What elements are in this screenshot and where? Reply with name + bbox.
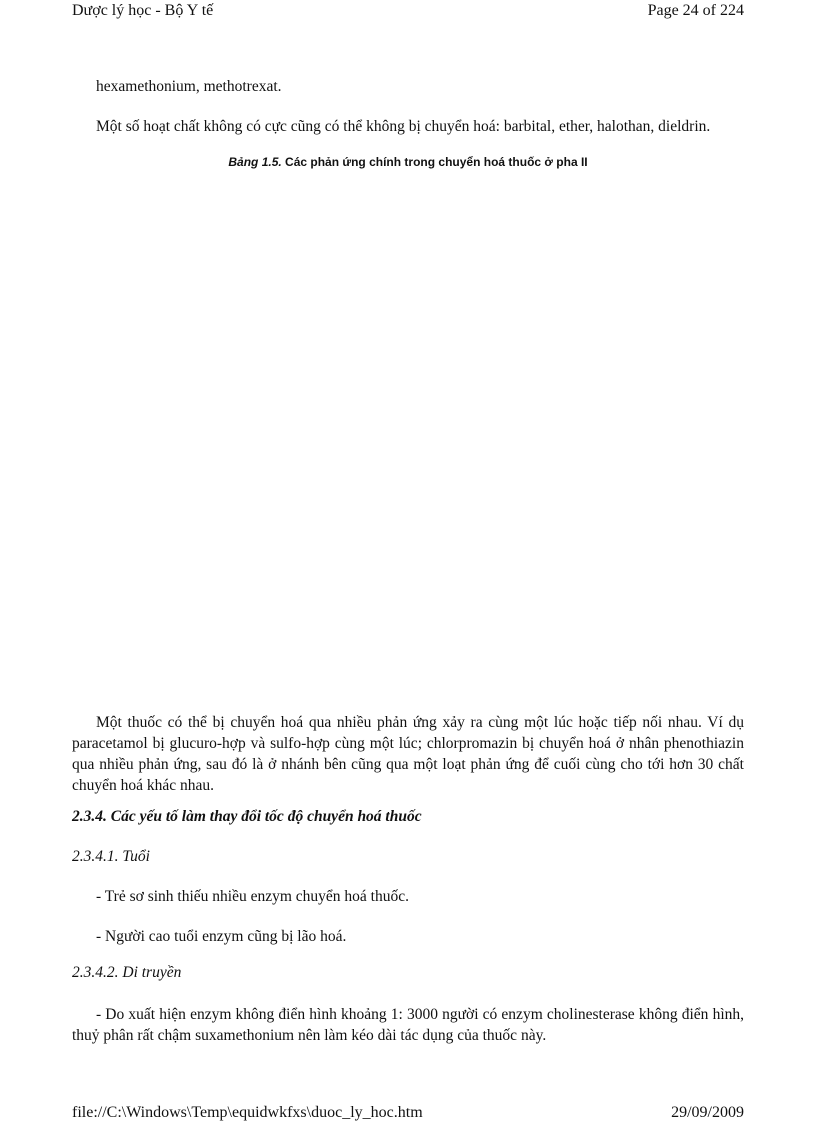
table-caption-number: Bảng 1.5. — [228, 155, 282, 169]
table-placeholder — [72, 180, 744, 700]
subsection-heading-genetics: 2.3.4.2. Di truyền — [72, 964, 182, 981]
bullet-newborn: - Trẻ sơ sinh thiếu nhiều enzym chuyển hoá thuốc. — [96, 888, 409, 905]
bullet-elderly: - Người cao tuổi enzym cũng bị lão hoá. — [96, 928, 347, 945]
table-caption — [72, 155, 744, 169]
paragraph-1: hexamethonium, methotrexat. — [96, 78, 282, 95]
paragraph-genetics: - Do xuất hiện enzym không điển hình khoảng 1: 3000 người có enzym cholinesterase không điển hình, thuỷ phân rất chậm suxamethonium nên làm kéo dài tác dụng của thuốc này. — [72, 1006, 744, 1044]
document-title: Dược lý học - Bộ Y tế — [72, 2, 214, 19]
section-heading-2-3-4: 2.3.4. Các yếu tố làm thay đổi tốc độ chuyển hoá thuốc — [72, 808, 422, 825]
file-path: file://C:\Windows\Temp\equidwkfxs\duoc_ly_hoc.htm — [72, 1104, 423, 1121]
subsection-heading-age: 2.3.4.1. Tuổi — [72, 848, 150, 865]
paragraph-2: Một số hoạt chất không có cực cũng có thể không bị chuyển hoá: barbital, ether, halothan, dieldrin. — [96, 118, 711, 135]
page-number: Page 24 of 224 — [647, 2, 744, 19]
table-caption-text: Các phản ứng chính trong chuyển hoá thuốc ở pha II — [281, 155, 588, 169]
print-date: 29/09/2009 — [671, 1104, 744, 1121]
paragraph-3: Một thuốc có thể bị chuyển hoá qua nhiều phản ứng xảy ra cùng một lúc hoặc tiếp nối nhau. Ví dụ paracetamol bị glucuro-hợp và sulfo-hợp cùng một lúc; chlorpromazin bị chuyển hoá ở nhân phenothiazin qua nhiều phản ứng, sau đó là ở nhánh bên cũng qua một loạt phản ứng để cuối cùng cho tới hơn 30 chất chuyển hoá khác nhau. — [72, 714, 744, 794]
